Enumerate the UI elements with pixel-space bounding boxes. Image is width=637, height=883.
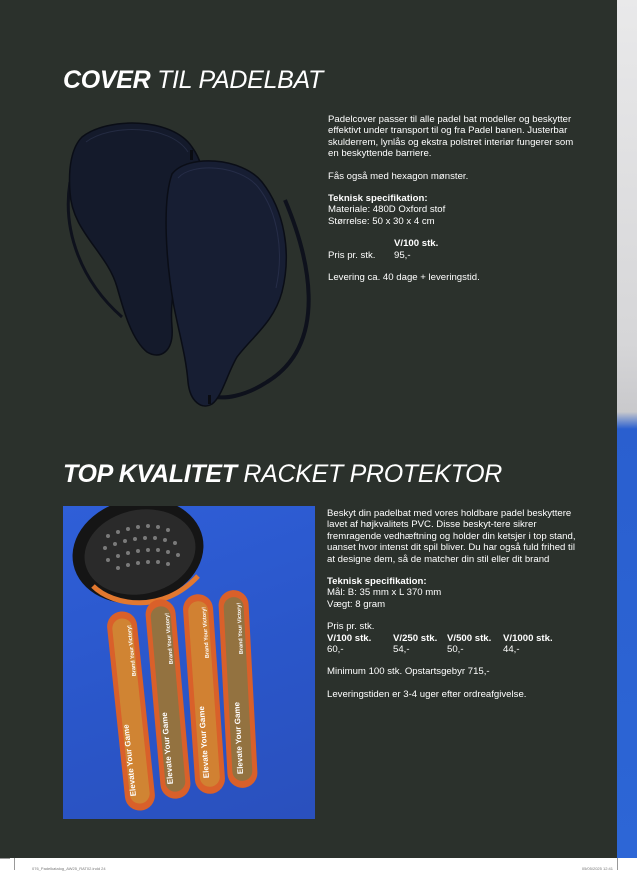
section1-text [328, 114, 578, 283]
crop-mark-left [14, 858, 15, 870]
section2-price-label: Pris pr. stk. [327, 621, 375, 633]
strip3-tagline: Brand Your Victory! [201, 606, 211, 659]
section1-spec-material: Materiale: 480D Oxford stof [328, 204, 446, 216]
section1-delivery: Levering ca. 40 dage + leveringstid. [328, 272, 480, 284]
strip4-tagline: Brand Your Victory! [236, 602, 245, 655]
section1-heading-bold: COVER [63, 66, 151, 94]
strip3-text: Elevate Your Game [196, 705, 211, 779]
strip2-text: Elevate Your Game [159, 711, 175, 785]
price-header-100: V/100 stk. [327, 632, 372, 644]
section1-price-header: V/100 stk. [394, 238, 439, 250]
section1-spec-size: Størrelse: 50 x 30 x 4 cm [328, 215, 435, 227]
racket-protector-photo [63, 506, 315, 819]
section1-heading-light: TIL PADELBAT [157, 66, 323, 94]
price-value-500: 50,- [447, 644, 464, 656]
strip2-tagline: Brand Your Victory! [164, 612, 175, 665]
section2-spec-size: Mål: B: 35 mm x L 370 mm [327, 587, 442, 599]
section2-spec-title: Teknisk specifikation: [327, 576, 427, 588]
section2-heading-bold: TOP KVALITET [63, 460, 237, 488]
section2-delivery: Leveringstiden er 3-4 uger efter ordreafgivelse. [327, 688, 527, 700]
adjacent-page-edge [617, 0, 637, 858]
padel-cover-image [62, 112, 317, 412]
section1-price-label: Pris pr. stk. [328, 249, 376, 261]
price-value-100: 60,- [327, 644, 344, 656]
section1-price-value: 95,- [394, 249, 411, 261]
strip4-text: Elevate Your Game [232, 701, 245, 775]
price-header-1000: V/1000 stk. [503, 632, 553, 644]
price-value-1000: 44,- [503, 644, 520, 656]
price-value-250: 54,- [393, 644, 410, 656]
strip1-text: Elevate Your Game [121, 723, 138, 797]
price-header-500: V/500 stk. [447, 632, 492, 644]
section2-heading [63, 462, 502, 487]
footer-left: 076_Padelkatalog_AW25_RAT02.indd 24 [32, 866, 106, 871]
section1-price-table [328, 238, 578, 261]
racket-protector-illustration [63, 506, 315, 819]
section2-text [327, 508, 577, 700]
section1-spec-title: Teknisk specifikation: [328, 193, 428, 205]
price-header-250: V/250 stk. [393, 632, 438, 644]
strip1-tagline: Brand Your Victory! [126, 624, 138, 677]
crop-mark-right [617, 858, 618, 870]
section2-heading-light: RACKET PROTEKTOR [243, 460, 503, 488]
section2-description: Beskyt din padelbat med vores holdbare padel beskyttere lavet af højkvalitets PVC. Disse beskyt-tere sikrer fremragende vedhæftning og holder din ketsjer i top stand, uanset hvor intenst dit spil bliver. Du har også fuld frihed til at designe dem, så de matcher din stil eller dit brand [327, 508, 576, 565]
section2-minimum: Minimum 100 stk. Opstartsgebyr 715,- [327, 666, 490, 678]
section1-description: Padelcover passer til alle padel bat modeller og beskytter effektivt under transport til og fra Padel banen. Justerbar skulderrem, lynlås og ekstra polstret interiør fungerer som en beskyttende barriere. [328, 114, 574, 160]
crop-mark-left-h [0, 858, 10, 859]
section1-heading [63, 68, 323, 93]
section2-spec-weight: Vægt: 8 gram [327, 598, 386, 610]
footer-right: 05/05/2025 12:41 [581, 866, 613, 871]
section1-hexagon-note: Fås også med hexagon mønster. [328, 170, 469, 182]
section2-price-table [327, 633, 577, 656]
